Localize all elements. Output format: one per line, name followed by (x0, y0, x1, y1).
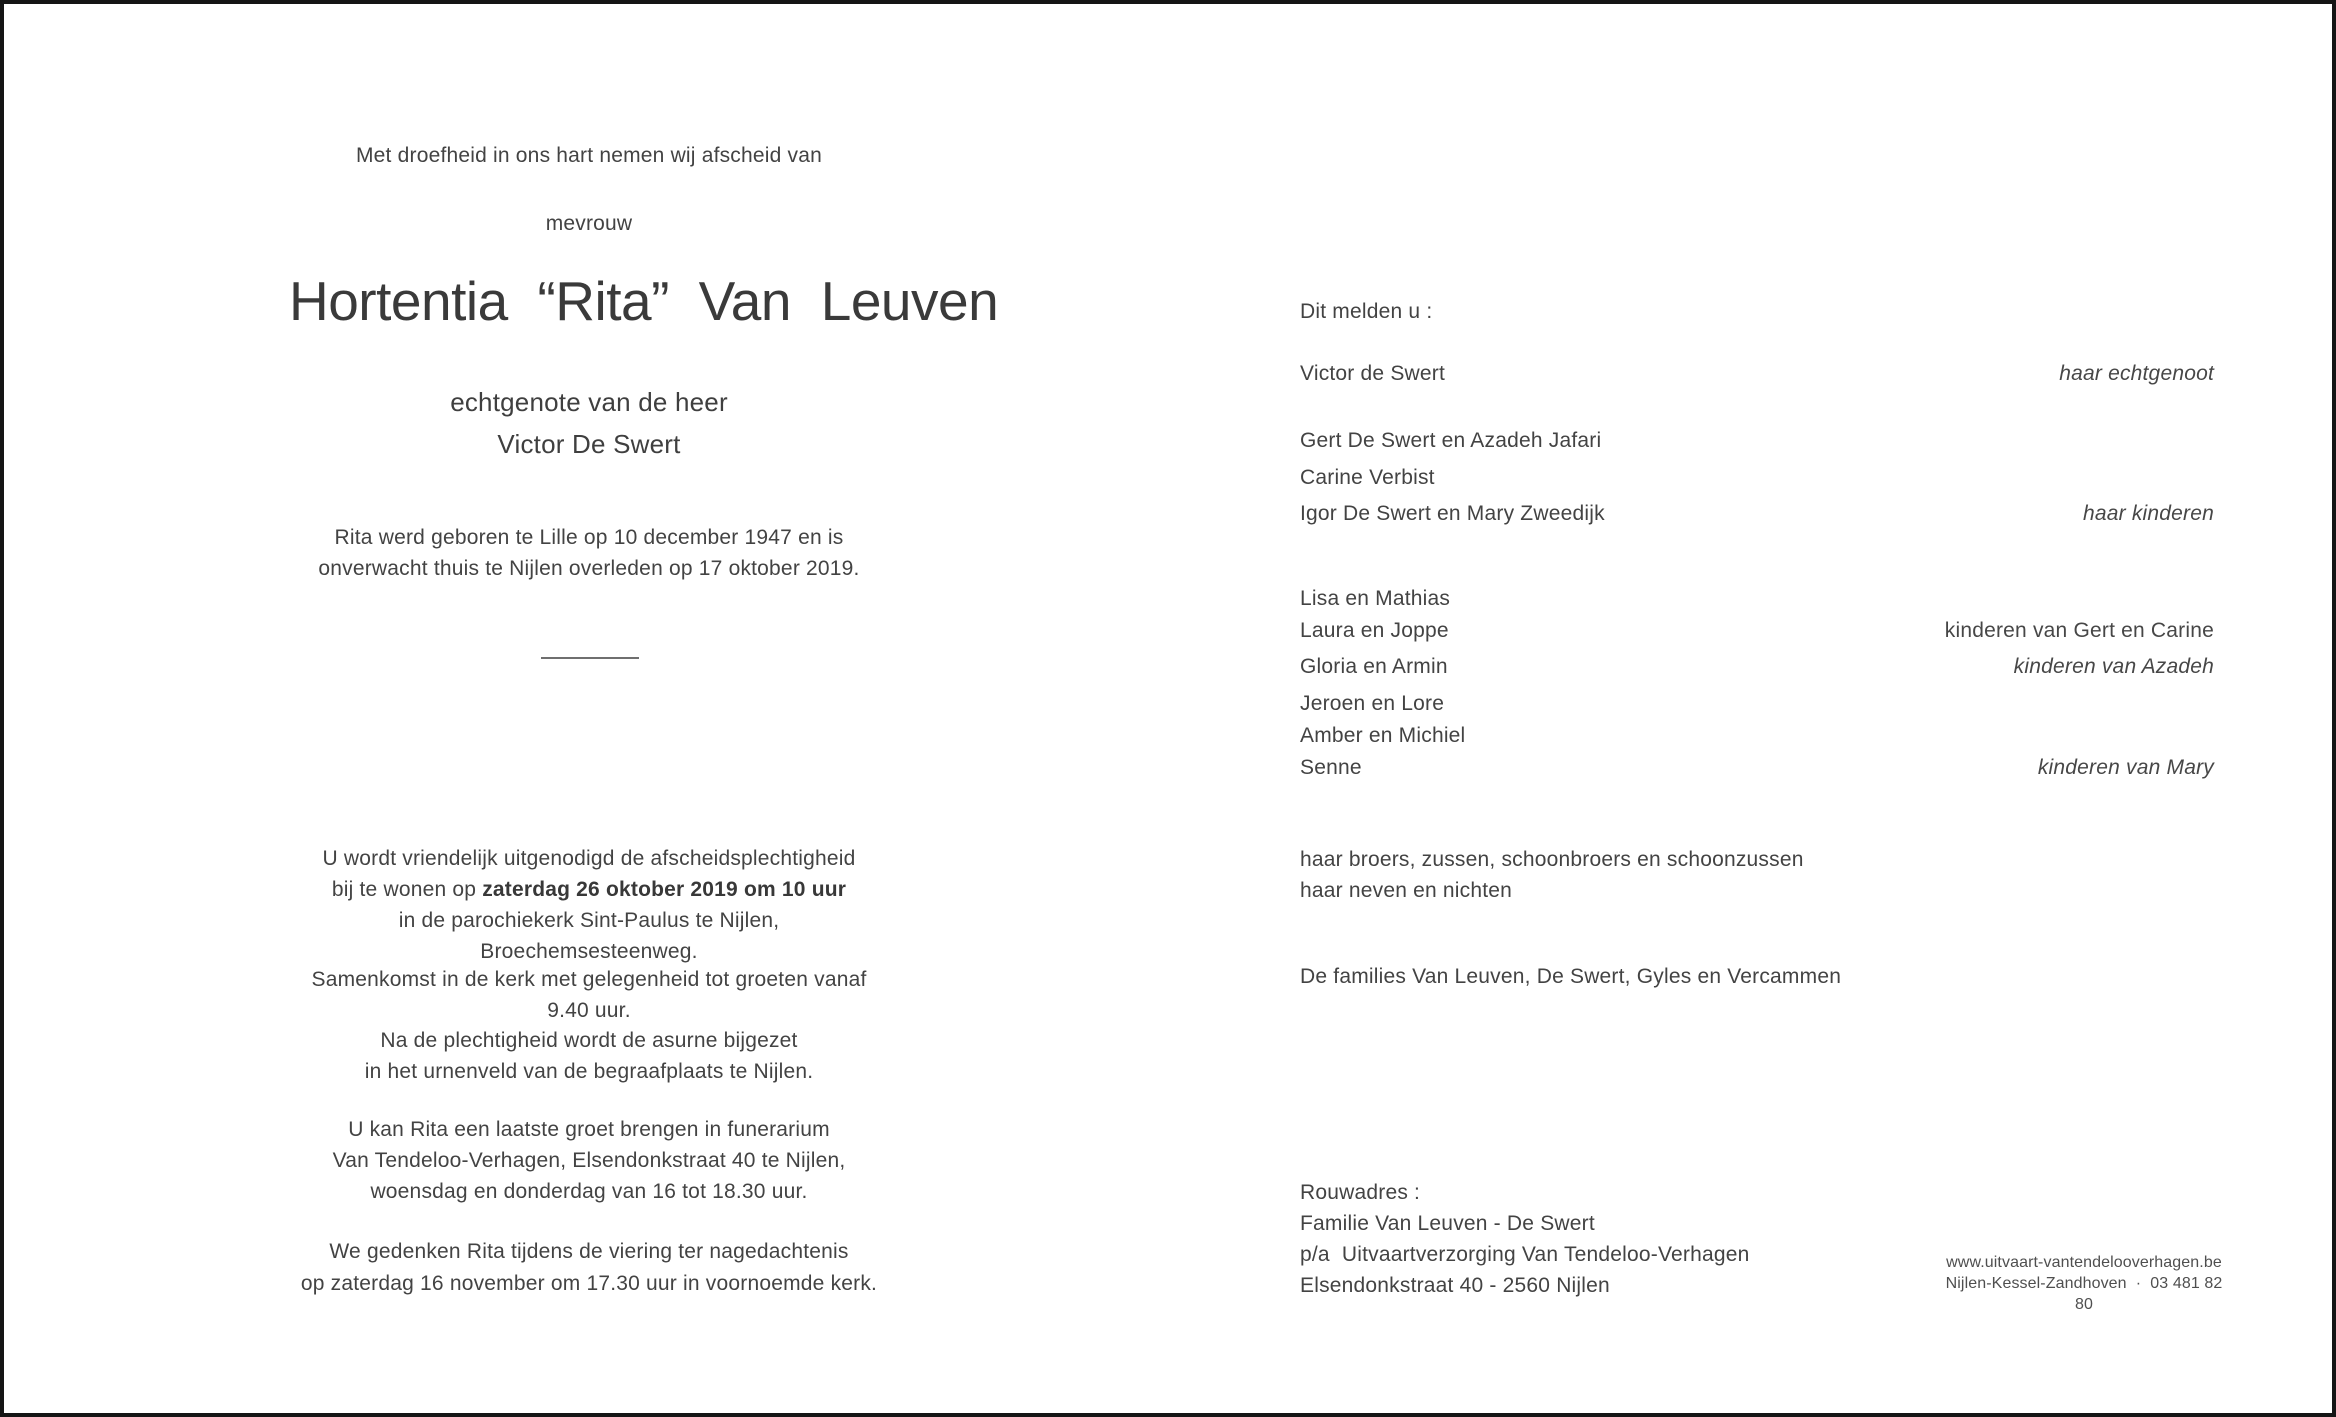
footer-location-phone: Nijlen-Kessel-Zandhoven · 03 481 82 80 (1945, 1275, 2223, 1313)
death-line: onverwacht thuis te Nijlen overleden op 17 oktober 2019. (318, 557, 860, 580)
relative-row (1300, 428, 2214, 454)
relative-group: haar broers, zussen, schoonbroers en schoonzussen (1300, 848, 1804, 871)
footer-website: www.uitvaart-vantendelooverhagen.be (1946, 1254, 2222, 1271)
invitation-line1: U wordt vriendelijk uitgenodigd de afscheidsplechtigheid (322, 847, 856, 870)
funeral-home-footer (1939, 1252, 2229, 1315)
relative-row (1300, 691, 2214, 717)
relation-label: kinderen van Azadeh (2013, 655, 2214, 678)
relative-row (1300, 847, 2214, 873)
relative-name: Jeroen en Lore (1300, 692, 1445, 715)
relative-name: Carine Verbist (1300, 466, 1435, 489)
relative-row (1300, 586, 2214, 612)
invitation-line2 (289, 874, 889, 905)
birth-line: Rita werd geboren te Lille op 10 december 1947 en is (334, 526, 844, 549)
relative-name: Victor de Swert (1300, 362, 1446, 385)
relative-name: Lisa en Mathias (1300, 587, 1451, 610)
relation-label: haar kinderen (2082, 502, 2214, 525)
mourning-address-care-of: p/a Uitvaartverzorging Van Tendeloo-Verhagen (1300, 1243, 1750, 1266)
relation-label: haar echtgenoot (2059, 362, 2214, 385)
relative-name: Gloria en Armin (1300, 655, 1448, 678)
intro-line: Met droefheid in ons hart nemen wij afscheid van (355, 144, 823, 167)
families-line (1300, 964, 2214, 990)
invitation-paragraph (289, 843, 889, 967)
mourning-address-street: Elsendonkstraat 40 - 2560 Nijlen (1300, 1274, 1610, 1297)
funerarium-line2: Van Tendeloo-Verhagen, Elsendonkstraat 40 te Nijlen, (332, 1149, 846, 1172)
invitation-line2-prefix: bij te wonen op (331, 878, 483, 901)
relative-row (1300, 618, 2214, 644)
funerarium-line1: U kan Rita een laatste groet brengen in funerarium (348, 1118, 830, 1141)
relative-name: Igor De Swert en Mary Zweedijk (1300, 502, 1605, 525)
relation-label: kinderen van Mary (2037, 756, 2214, 779)
deceased-name: Hortentia “Rita” Van Leuven (289, 270, 999, 332)
invitation-line3: in de parochiekerk Sint-Paulus te Nijlen, Broechemsesteenweg. (398, 909, 780, 963)
mourning-address-heading-text: Rouwadres : (1300, 1181, 1421, 1204)
relation-label: kinderen van Gert en Carine (1944, 619, 2214, 642)
gathering-line: Samenkomst in de kerk met gelegenheid tot groeten vanaf 9.40 uur. (311, 968, 867, 1022)
relative-row (1300, 654, 2214, 680)
families-text: De families Van Leuven, De Swert, Gyles en Vercammen (1300, 965, 1842, 988)
mourning-address-line (1300, 1211, 2214, 1237)
salutation: mevrouw (545, 212, 633, 235)
funerarium-paragraph (289, 1114, 889, 1207)
announcement-heading-text: Dit melden u : (1300, 300, 1433, 323)
memorial-line1: We gedenken Rita tijdens de viering ter nagedachtenis (329, 1240, 849, 1263)
relative-name: Amber en Michiel (1300, 724, 1466, 747)
funerarium-line3: woensdag en donderdag van 16 tot 18.30 uur. (370, 1180, 808, 1203)
mourning-address-heading (1300, 1180, 2214, 1206)
interment-paragraph (289, 1025, 889, 1087)
relative-row (1300, 501, 2214, 527)
relative-row (1300, 878, 2214, 904)
interment-line1: Na de plechtigheid wordt de asurne bijgezet (380, 1029, 798, 1052)
relative-row (1300, 361, 2214, 387)
mourning-address-family: Familie Van Leuven - De Swert (1300, 1212, 1595, 1235)
spouse-intro-line: echtgenote van de heer (450, 387, 728, 417)
relative-name: Laura en Joppe (1300, 619, 1449, 642)
memorial-line2: op zaterdag 16 november om 17.30 uur in voornoemde kerk. (300, 1272, 878, 1295)
relative-group: haar neven en nichten (1300, 879, 1513, 902)
relative-name: Gert De Swert en Azadeh Jafari (1300, 429, 1602, 452)
relative-row (1300, 755, 2214, 781)
relative-row (1300, 465, 2214, 491)
relative-name: Senne (1300, 756, 1362, 779)
divider-rule (541, 657, 639, 659)
life-dates-paragraph (289, 522, 889, 584)
memorial-paragraph (289, 1236, 889, 1300)
announcement-heading (1300, 299, 2214, 325)
relative-row (1300, 723, 2214, 749)
interment-line2: in het urnenveld van de begraafplaats te Nijlen. (364, 1060, 814, 1083)
ceremony-datetime: zaterdag 26 oktober 2019 om 10 uur (482, 878, 847, 901)
spouse-name: Victor De Swert (497, 429, 681, 459)
